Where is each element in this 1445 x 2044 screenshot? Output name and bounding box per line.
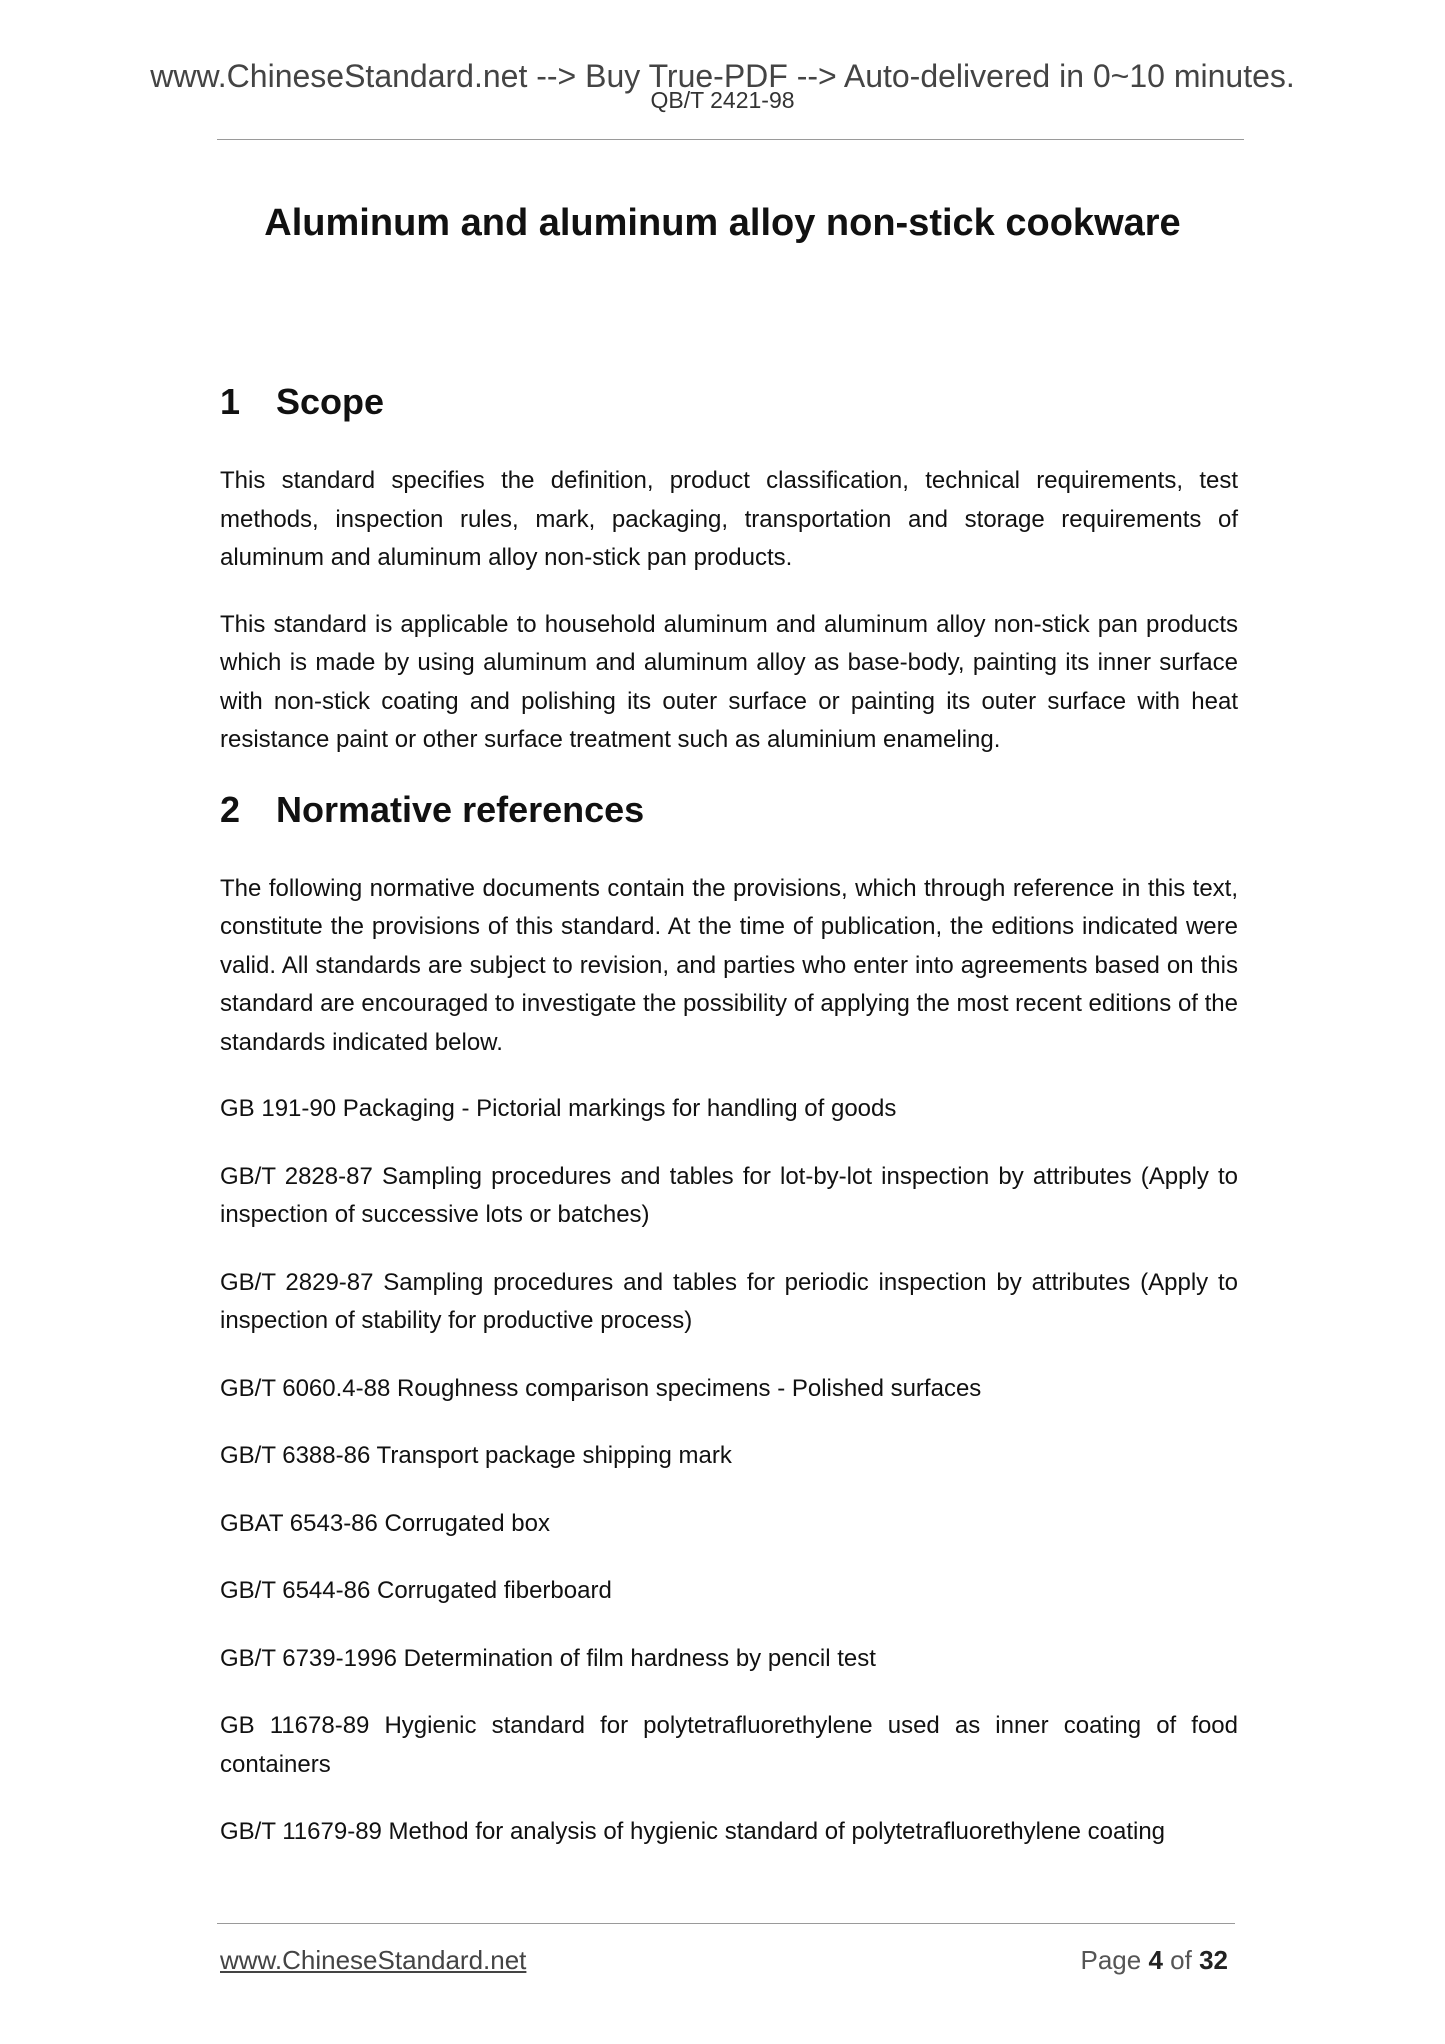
footer-divider <box>217 1923 1235 1924</box>
top-banner: www.ChineseStandard.net --> Buy True-PDF --> Auto-delivered in 0~10 minutes. <box>150 58 1295 94</box>
section-title: Scope <box>276 381 385 422</box>
section-heading <box>220 380 1238 424</box>
reference-item: GB 191-90 Packaging - Pictorial markings for handling of goods <box>220 1095 897 1122</box>
document-title: Aluminum and aluminum alloy non-stick cookware <box>264 202 1181 244</box>
reference-item: GB/T 6060.4-88 Roughness comparison specimens - Polished surfaces <box>220 1374 982 1402</box>
reference-item: GB/T 6388-86 Transport package shipping mark <box>220 1442 732 1469</box>
document-body <box>220 380 1238 1852</box>
section-normative-references <box>220 788 1238 1852</box>
reference-item: GB/T 6739-1996 Determination of film hardness by pencil test <box>220 1644 876 1672</box>
section-heading <box>220 788 1238 832</box>
reference-item: GBAT 6543-86 Corrugated box <box>220 1509 550 1537</box>
page-prefix: Page <box>1080 1945 1142 1975</box>
section-number: 1 <box>220 381 241 422</box>
document-id: QB/T 2421-98 <box>650 87 795 113</box>
paragraph: The following normative documents contain the provisions, which through reference in this text, constitute the provisions of this standard. At the time of publication, the editions indicated were valid. All standards are subject to revision, and parties who enter into agreements based on this standard are encouraged to investigate the possibility of applying the most recent editions of the standards indicated below. <box>220 874 1238 1056</box>
reference-item: GB/T 2829-87 Sampling procedures and tables for periodic inspection by attributes (Apply to inspection of stability for productive process) <box>220 1268 1238 1334</box>
reference-item: GB 11678-89 Hygienic standard for polytetrafluorethylene used as inner coating of food containers <box>220 1712 1238 1778</box>
current-page-number: 4 <box>1148 1945 1163 1975</box>
paragraph: This standard specifies the definition, product classification, technical requirements, test methods, inspection rules, mark, packaging, transportation and storage requirements of aluminum and aluminum alloy non-stick pan products. <box>220 467 1238 571</box>
reference-list <box>220 1090 1238 1852</box>
reference-item: GB/T 6544-86 Corrugated fiberboard <box>220 1577 612 1604</box>
header-divider <box>217 139 1244 140</box>
paragraph: This standard is applicable to household aluminum and aluminum alloy non-stick pan products which is made by using aluminum and aluminum alloy as base-body, painting its inner surface with non-stick coating and polishing its outer surface or painting its outer surface with heat resistance paint or other surface treatment such as aluminium enameling. <box>220 610 1238 753</box>
section-number: 2 <box>220 788 241 830</box>
section-title: Normative references <box>276 788 645 830</box>
reference-item: GB/T 11679-89 Method for analysis of hygienic standard of polytetrafluorethylene coating <box>220 1818 1166 1845</box>
total-pages-number: 32 <box>1199 1945 1228 1975</box>
page-of-label: of <box>1170 1945 1192 1975</box>
reference-item: GB/T 2828-87 Sampling procedures and tables for lot-by-lot inspection by attributes (Apply to inspection of successive lots or batches) <box>220 1162 1238 1228</box>
section-scope <box>220 380 1238 760</box>
page-indicator <box>1080 1945 1228 1975</box>
footer-website-link[interactable]: www.ChineseStandard.net <box>220 1945 527 1975</box>
